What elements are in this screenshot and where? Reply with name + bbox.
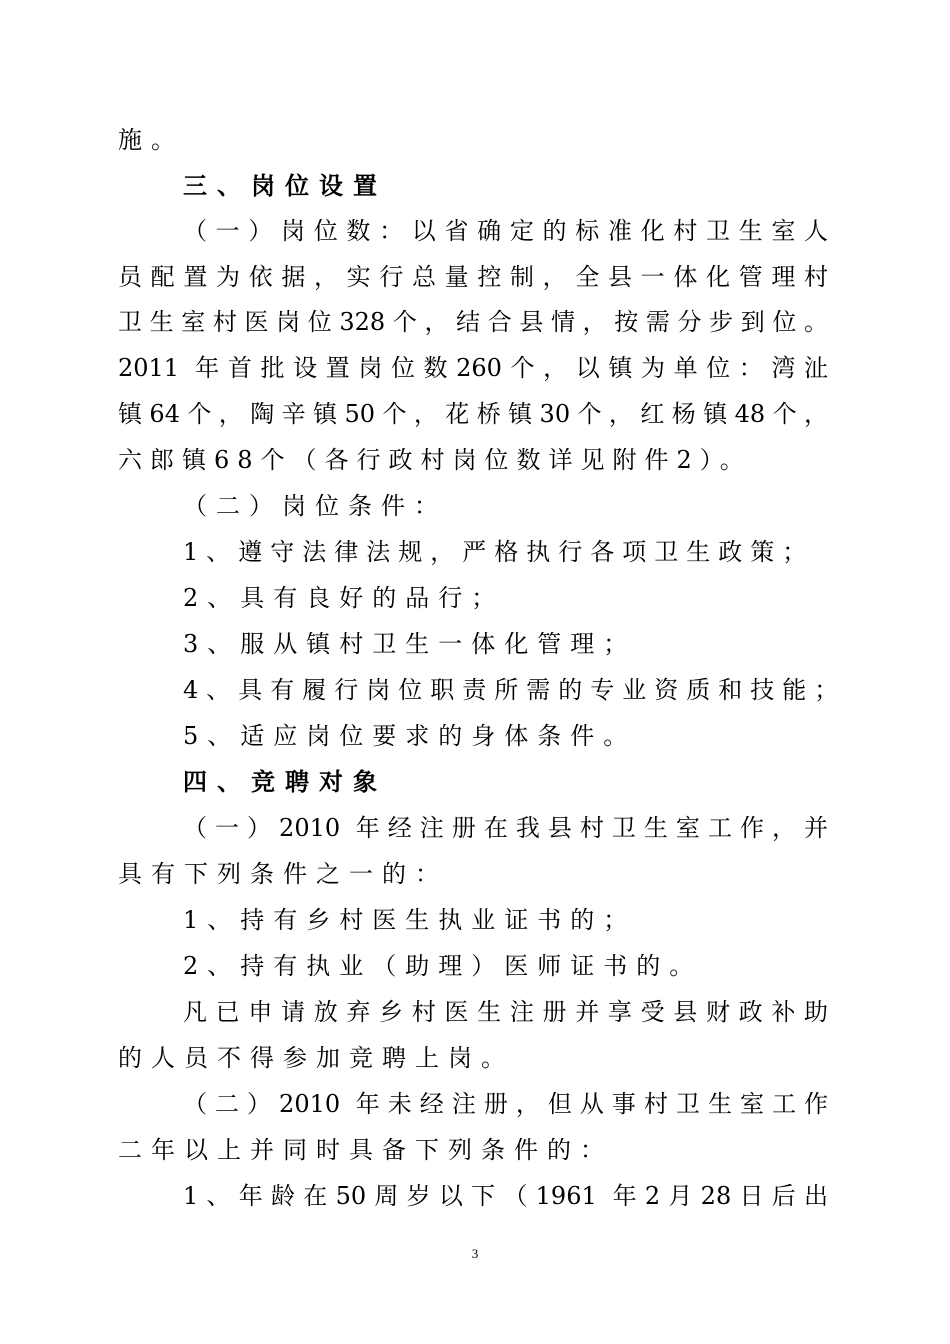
list-item: 2、持有执业（助理）医师证书的。 [183, 952, 703, 980]
list-item: 2、具有良好的品行； [183, 584, 505, 612]
list-item: 5、适应岗位要求的身体条件。 [183, 722, 637, 750]
paragraph-line: 凡已申请放弃乡村医生注册并享受县财政补助 [183, 998, 828, 1026]
section-heading: 三、岗位设置 [183, 172, 387, 200]
paragraph-line: （一）岗位数：以省确定的标准化村卫生室人 [183, 217, 828, 245]
list-item: 1、持有乡村医生执业证书的； [183, 906, 637, 934]
list-item: 4、具有履行岗位职责所需的专业资质和技能； [183, 676, 847, 704]
list-item: 1、年龄在50周岁以下（1961 年2月28日后出 [183, 1182, 828, 1210]
subsection-heading: （二）岗位条件： [183, 492, 447, 520]
section-heading: 四、竞聘对象 [183, 768, 387, 796]
paragraph-line: 施。 [118, 126, 184, 154]
paragraph-line: 员配置为依据，实行总量控制，全县一体化管理村 [118, 263, 828, 291]
paragraph-line: 的人员不得参加竞聘上岗。 [118, 1044, 514, 1072]
list-item: 3、服从镇村卫生一体化管理； [183, 630, 637, 658]
paragraph-line: （二）2010 年未经注册，但从事村卫生室工作 [183, 1090, 828, 1118]
paragraph-line: 卫生室村医岗位328个，结合县情，按需分步到位。 [118, 308, 828, 336]
list-item: 1、遵守法律法规，严格执行各项卫生政策； [183, 538, 815, 566]
paragraph-line: 镇64个，陶辛镇50个，花桥镇30个，红杨镇48个， [118, 400, 828, 428]
paragraph-line: 具有下列条件之一的： [118, 860, 448, 888]
paragraph-line: 二年以上并同时具备下列条件的： [118, 1136, 613, 1164]
paragraph-line: （一）2010 年经注册在我县村卫生室工作，并 [183, 814, 828, 842]
paragraph-line: 六郎镇68个（各行政村岗位数详见附件2）。 [118, 446, 752, 474]
paragraph-line: 2011 年首批设置岗位数260个，以镇为单位：湾沚 [118, 354, 828, 382]
page-number: 3 [471, 1246, 479, 1261]
